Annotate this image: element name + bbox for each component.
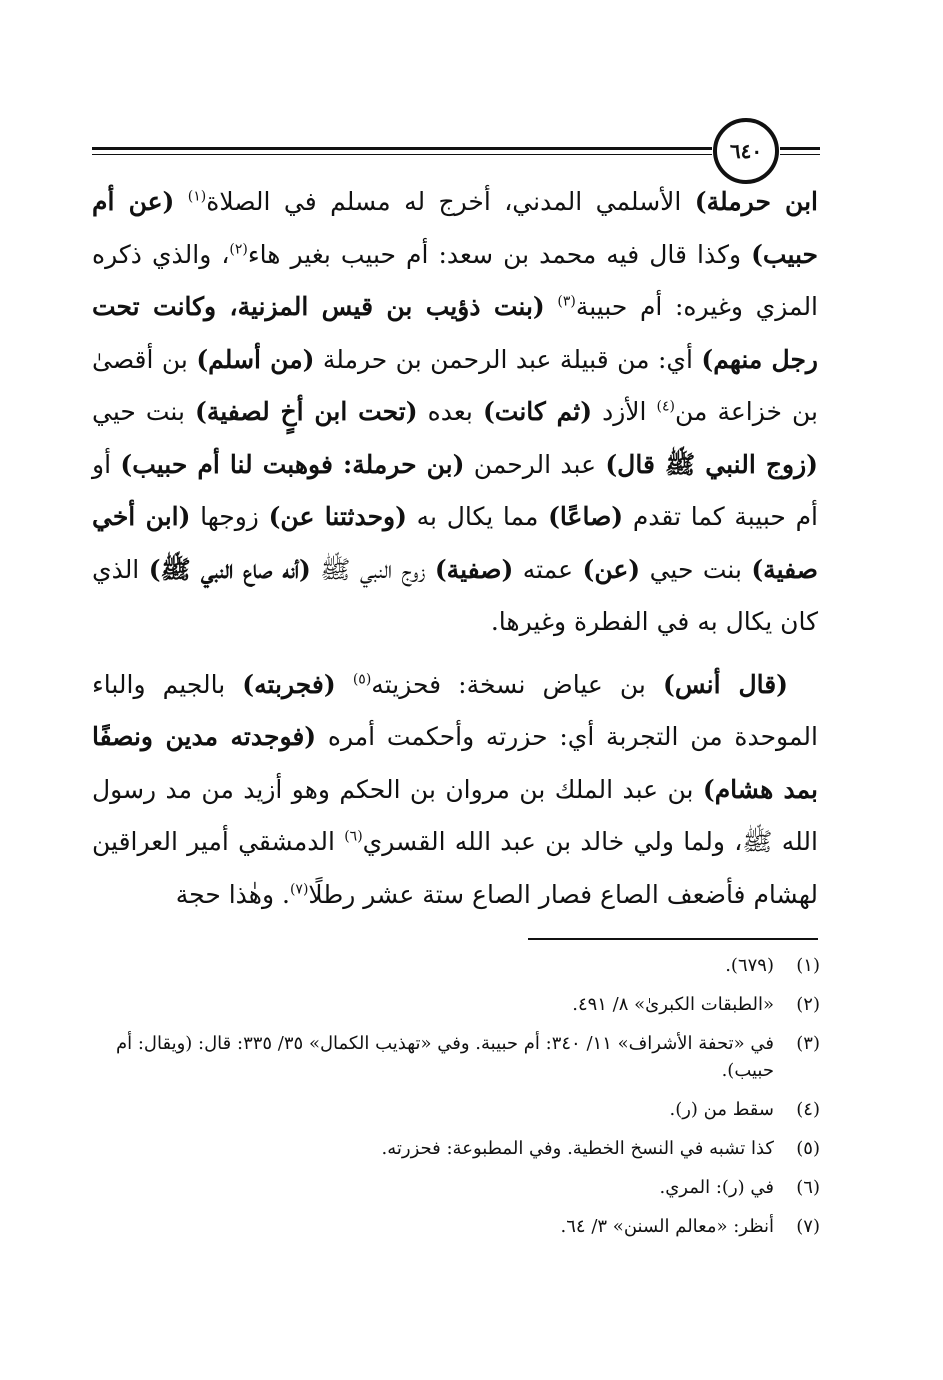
text-run: أي: من قبيلة عبد الرحمن بن حرملة — [314, 344, 702, 374]
footnote-number: (٢) — [796, 994, 820, 1015]
bold-text: ابن حرملة) — [694, 187, 818, 216]
bold-text: (ثم كانت) — [482, 397, 593, 426]
footnote-number: (٣) — [796, 1033, 820, 1054]
bold-text: (صاعًا) — [548, 502, 624, 531]
header-rule — [92, 147, 712, 150]
text-run: بن أقصىٰ بن خزاعة من — [92, 344, 819, 426]
bold-text: (فجربته) — [242, 669, 336, 699]
header-rule-right-thin — [780, 154, 820, 155]
header-rule-thin — [92, 154, 712, 155]
text-run: أو أم حبيبة كما تقدم — [92, 449, 818, 531]
text-run — [174, 187, 187, 216]
bold-text: (تحت ابن أخٍ لصفية) — [194, 397, 418, 426]
text-run: الأسلمي المدني، أخرج له مسلم في الصلاة — [206, 187, 695, 216]
footnote-text: (٦٧٩). — [725, 955, 774, 976]
text-run: بن عبد الملك بن مروان بن الحكم وهو أزيد من مد رسول الله ﷺ، ولما ولي خالد بن عبد الله القسري — [92, 774, 818, 856]
text-run: عمته — [513, 554, 583, 584]
footnote — [92, 1213, 820, 1240]
text-run: الذي كان يكال به في الفطرة وغيرها. — [92, 554, 818, 636]
text-run: مما يكال به — [406, 502, 549, 531]
bold-text: (ابن أخي صفية) — [92, 502, 818, 584]
text-run: بالجيم والباء الموحدة من التجربة أي: حزرته وأحكمت أمره — [92, 669, 818, 751]
footnote-text: في (ر): المري. — [659, 1177, 774, 1198]
main-text — [92, 176, 818, 921]
bold-text: (فوجدته مدين ونصفًا بمد هشام) — [92, 722, 818, 804]
footnote — [92, 1030, 820, 1084]
text-run — [336, 670, 353, 699]
footnote-number: (٧) — [796, 1216, 820, 1237]
footnotes — [92, 952, 820, 1252]
footnote-text: في «تحفة الأشراف» ١١/ ٣٤٠: أم حبيبة. وفي «تهذيب الكمال» ٣٥/ ٣٣٥: قال: (ويقال: أم حبيب). — [115, 1033, 774, 1081]
footnote-ref: (٣) — [557, 293, 576, 310]
footnote-number: (٦) — [796, 1177, 820, 1198]
footnote-text: «الطبقات الكبرىٰ» ٨/ ٤٩١. — [572, 994, 774, 1015]
footnote-ref: (٢) — [229, 241, 248, 258]
text-run — [545, 292, 558, 321]
text-run: بن عياض نسخة: فحزيته — [371, 669, 663, 699]
paragraph — [92, 176, 818, 649]
footnote — [92, 1135, 820, 1162]
text-run: بعده — [417, 397, 483, 426]
text-run: وكذا قال فيه محمد بن سعد: أم حبيب بغير هاء — [247, 239, 752, 269]
header-rule-right — [780, 147, 820, 150]
text-run: زوج النبي ﷺ — [310, 554, 435, 584]
bold-text: (من أسلم) — [196, 344, 315, 374]
footnote-number: (١) — [796, 955, 820, 976]
bold-text: (بن حرملة: فوهبت لنا أم حبيب) — [120, 449, 465, 479]
text-run: ، والذي ذكره المزي وغيره: أم حبيبة — [92, 239, 819, 321]
bold-text: (قال أنس) — [662, 669, 789, 699]
text-run: بنت حيي — [92, 397, 195, 426]
footnote-ref: (٧) — [289, 881, 309, 898]
footnote — [92, 952, 820, 979]
bold-text: (أنه صاع النبي ﷺ) — [148, 554, 311, 584]
bold-text: (وحدثتنا عن) — [268, 502, 407, 531]
text-run: الدمشقي أمير العراقين لهشام فأضعف الصاع فصار الصاع ستة عشر رطلًا — [92, 827, 818, 909]
footnote-number: (٥) — [796, 1138, 820, 1159]
footnote-ref: (٦) — [344, 828, 363, 845]
footnote-ref: (٥) — [352, 671, 372, 688]
footnote-number: (٤) — [796, 1099, 820, 1120]
footnote — [92, 991, 820, 1018]
footnote-ref: (٤) — [656, 398, 675, 415]
footnote-text: أنظر: «معالم السنن» ٣/ ٦٤. — [560, 1216, 774, 1237]
footnote-text: سقط من (ر). — [669, 1099, 774, 1120]
footnote-separator — [528, 938, 818, 940]
paragraph — [92, 659, 818, 922]
bold-text: (عن) — [582, 554, 641, 584]
bold-text: (بنت ذؤيب بن قيس المزنية، وكانت تحت رجل منهم) — [92, 292, 818, 374]
bold-text: (صفية) — [434, 554, 514, 584]
bold-text: (عن أم حبيب) — [92, 187, 819, 269]
page-number: ٦٤٠ — [713, 118, 779, 184]
text-run: بنت حيي — [640, 554, 752, 584]
footnote-ref: (١) — [187, 188, 207, 205]
text-run: . وهٰذا حجة — [175, 879, 290, 909]
text-run: الأزد — [592, 397, 657, 426]
footnote — [92, 1096, 820, 1123]
text-run: زوجها — [190, 502, 269, 531]
bold-text: (زوج النبي ﷺ قال) — [605, 449, 818, 479]
footnote-text: كذا تشبه في النسخ الخطية. وفي المطبوعة: فحزرته. — [381, 1138, 774, 1159]
text-run: عبد الرحمن — [464, 449, 606, 479]
footnote — [92, 1174, 820, 1201]
